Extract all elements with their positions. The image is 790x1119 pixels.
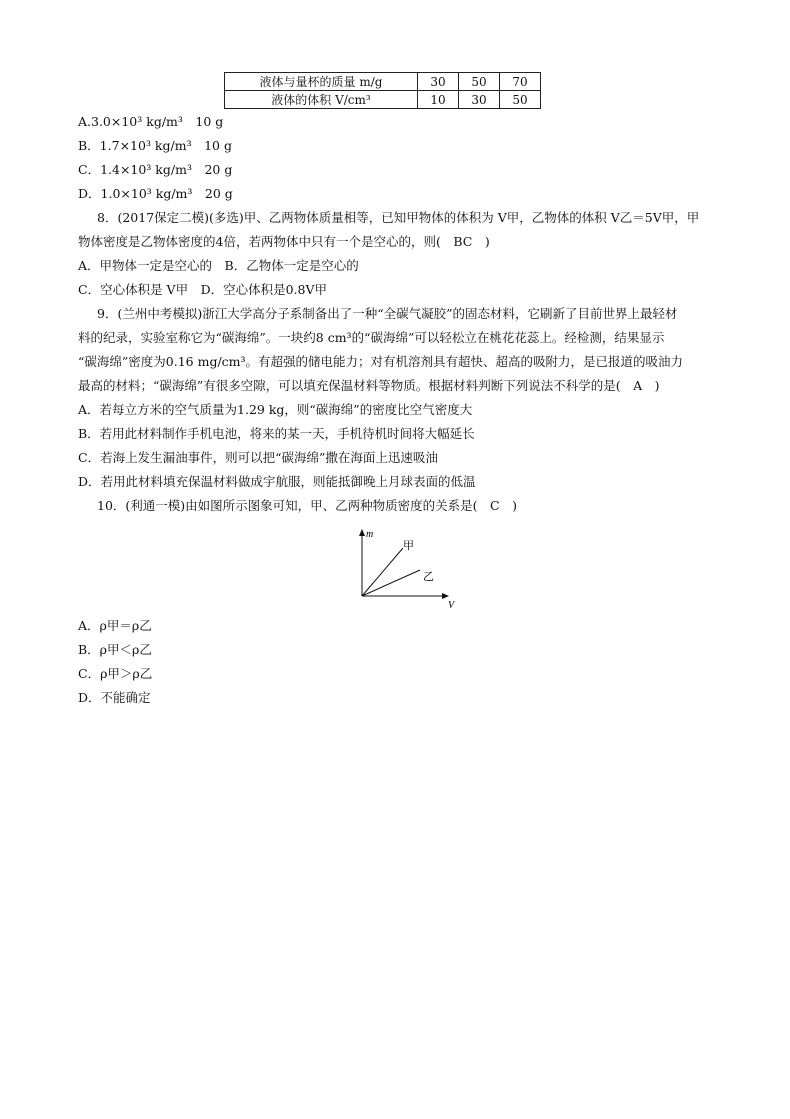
q9-option-b: B．若用此材料制作手机电池，将来的某一天，手机待机时间将大幅延长	[78, 426, 475, 441]
line-jia-label: 甲	[403, 539, 414, 552]
table-cell: 70	[500, 73, 541, 91]
table-row	[225, 91, 541, 109]
table-row-label: 液体与量杯的质量 m/g	[225, 73, 418, 91]
mass-volume-graph	[340, 526, 460, 616]
q7-option-b: B．1.7×10³ kg/m³ 10 g	[78, 138, 232, 153]
y-axis-label: m	[366, 529, 374, 540]
line-jia	[362, 548, 403, 596]
q7-option-c: C．1.4×10³ kg/m³ 20 g	[78, 162, 233, 177]
q10-option-a: A．ρ甲＝ρ乙	[78, 618, 152, 633]
line-yi-label: 乙	[423, 570, 434, 583]
q10-option-b: B．ρ甲＜ρ乙	[78, 642, 152, 657]
q7-option-d: D．1.0×10³ kg/m³ 20 g	[78, 186, 233, 201]
q8-options-ab: A．甲物体一定是空心的 B．乙物体一定是空心的	[78, 258, 359, 273]
q8-options-cd: C．空心体积是 V甲 D．空心体积是0.8V甲	[78, 282, 327, 297]
q9-option-d: D．若用此材料填充保温材料做成宇航服，则能抵御晚上月球表面的低温	[78, 474, 476, 489]
x-axis-label: V	[448, 600, 455, 611]
y-axis-arrow-icon	[359, 529, 365, 536]
q9-stem-line: “碳海绵”密度为0.16 mg/cm³。有超强的储电能力；对有机溶剂具有超快、超高的吸附力，是已报道的吸油力	[78, 354, 684, 369]
q9-stem-line: 最高的材料；“碳海绵”有很多空隙，可以填充保温材料等物质。根据材料判断下列说法不科学的是( A )	[78, 378, 660, 393]
q9-option-c: C．若海上发生漏油事件，则可以把“碳海绵”撒在海面上迅速吸油	[78, 450, 438, 465]
table-cell: 30	[459, 91, 500, 109]
q8-stem-line: 8．(2017保定二模)(多选)甲、乙两物体质量相等，已知甲物体的体积为 V甲，乙物体的体积 V乙＝5V甲，甲	[97, 210, 700, 225]
table-row	[225, 73, 541, 91]
mass-volume-table	[224, 72, 541, 109]
table-row-label: 液体的体积 V/cm³	[225, 91, 418, 109]
x-axis-arrow-icon	[442, 593, 449, 599]
q10-option-c: C．ρ甲＞ρ乙	[78, 666, 153, 681]
q7-option-a: A.3.0×10³ kg/m³ 10 g	[78, 114, 224, 129]
table-cell: 30	[418, 73, 459, 91]
q10-stem: 10．(利通一模)由如图所示图象可知，甲、乙两种物质密度的关系是( C )	[97, 498, 517, 513]
table-cell: 50	[500, 91, 541, 109]
table-cell: 50	[459, 73, 500, 91]
q10-option-d: D．不能确定	[78, 690, 151, 705]
q9-stem-line: 料的纪录，实验室称它为“碳海绵”。一块约8 cm³的“碳海绵”可以轻松立在桃花花蕊上。经检测，结果显示	[78, 330, 665, 345]
q9-stem-line: 9．(兰州中考模拟)浙江大学高分子系制备出了一种“全碳气凝胶”的固态材料，它刷新了目前世界上最轻材	[97, 306, 678, 321]
q8-stem-line: 物体密度是乙物体密度的4倍，若两物体中只有一个是空心的，则( BC )	[78, 234, 490, 249]
table-cell: 10	[418, 91, 459, 109]
line-yi	[362, 570, 420, 596]
q9-option-a: A．若每立方米的空气质量为1.29 kg，则“碳海绵”的密度比空气密度大	[78, 402, 473, 417]
